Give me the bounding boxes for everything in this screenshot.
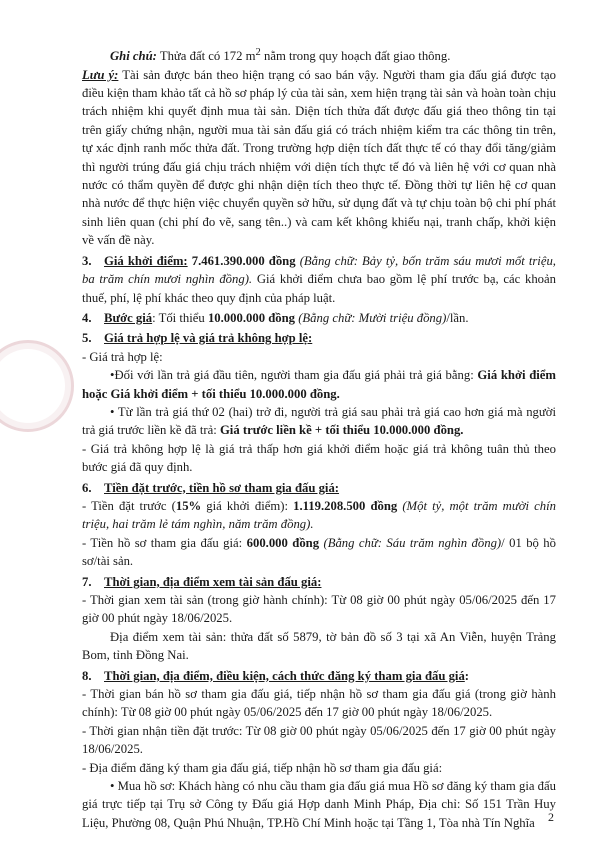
stamp-watermark [0,340,74,432]
valid-bid-label: - Giá trả hợp lệ: [82,349,163,364]
note-paragraph: Ghi chú: Thửa đất có 172 $m^2$ nằm trong quy hoạch đất giao thông. [110,47,451,64]
section-3-starting-price: 3. Giá khởi điểm: 7.461.390.000 đồng (Bằng chữ: Bảy tỷ, bốn trăm sáu mươi mốt triệu, ba trăm chín mươi nghìn đồng). Giá khởi điểm chưa bao gồm lệ phí trước bạ, các khoản thuế, phí, lệ phí khác theo quy định của pháp luật. [82,253,556,305]
subsequent-bid-rule: • Từ lần trả giá thứ 02 (hai) trở đi, người trả giá sau phải trả giá cao hơn giá mà người trả giá trước liền kề đã trả: Giá trước liền kề + tối thiểu 10.000.000 đồng. [82,404,556,438]
invalid-bid-rule: - Giá trả không hợp lệ là giá trả thấp hơn giá khởi điểm hoặc giá trả không tuân thủ theo bước giá đã quy định. [82,441,556,475]
section-8-heading: 8. Thời gian, địa điểm, điều kiện, cách thức đăng ký tham gia đấu giá: [82,668,470,683]
page-number: 2 [548,810,554,824]
deposit-receipt-time: - Thời gian nhận tiền đặt trước: Từ 08 giờ 00 phút ngày 05/06/2025 đến 17 giờ 00 phút ngày 18/06/2025. [82,723,556,757]
section-4-bid-step: 4. Bước giá: Tối thiểu 10.000.000 đồng (Bằng chữ: Mười triệu đồng)/lần. [82,310,469,325]
section-7-heading: 7. Thời gian, địa điểm xem tài sản đấu giá: [82,574,322,589]
document-body [82,44,556,832]
viewing-place: Địa điểm xem tài sản: thửa đất số 5879, tờ bản đồ số 3 tại xã An Viễn, huyện Trảng Bom, tỉnh Đồng Nai. [82,629,556,663]
attention-paragraph: Lưu ý: Tài sản được bán theo hiện trạng có sao bán vậy. Người tham gia đấu giá được tạo điều kiện tham khảo tất cả hồ sơ pháp lý của tài sản, xem hiện trạng tài sản và hoàn toàn chịu trách nhiệm khi quyết định mua tài sản. Diện tích thửa đất được đấu giá theo thông tin tại trên giấy chứng nhận, người mua tài sản đấu giá có trách nhiệm kiểm tra các thông tin trên, tự xác định ranh mốc thửa đất. Trong trường hợp diện tích đất thực tế có thay đổi tăng/giảm thì người trúng đấu giá chịu trách nhiệm với diện tích thực tế đó và liên hệ với cơ quan nhà nước có thẩm quyền để được ghi nhận diện tích theo thực tế. Đồng thời tự liên hệ cơ quan nhà nước để thực hiện việc chuyển quyền sở hữu, sử dụng đất và tự chịu toàn bộ chi phí phát sinh liên quan (chi phí đo vẽ, sang tên..) và cam kết không khiếu nại, tranh chấp, khởi kiện về vấn đề này. [82,67,557,248]
dossier-fee-line: - Tiền hồ sơ tham gia đấu giá: 600.000 đồng (Bằng chữ: Sáu trăm nghìn đồng)/ 01 bộ hồ sơ/tài sản. [82,535,556,569]
registration-place-label: - Địa điểm đăng ký tham gia đấu giá, tiếp nhận hồ sơ tham gia đấu giá: [82,760,443,775]
section-6-heading: 6. Tiền đặt trước, tiền hồ sơ tham gia đấu giá: [82,480,340,495]
section-5-heading: 5. Giá trả hợp lệ và giá trả không hợp lệ: [82,331,313,346]
viewing-time: - Thời gian xem tài sản (trong giờ hành chính): Từ 08 giờ 00 phút ngày 05/06/2025 đến 17 giờ 00 phút ngày 18/06/2025. [82,593,556,626]
deposit-line: - Tiền đặt trước (15% giá khởi điểm): 1.119.208.500 đồng (Một tỷ, một trăm mười chín triệu, hai trăm lẻ tám nghìn, năm trăm đồng). [82,498,556,532]
dossier-sale-time: - Thời gian bán hồ sơ tham gia đấu giá, tiếp nhận hồ sơ tham gia đấu giá (trong giờ hành chính): Từ 08 giờ 00 phút ngày 05/06/2025 đến 17 giờ 00 phút ngày 18/06/2025. [82,687,556,720]
first-bid-rule: •Đối với lần trả giá đầu tiên, người tham gia đấu giá phải trả giá bằng: Giá khởi điểm hoặc Giá khởi điểm + tối thiểu 10.000.000 đồng. [82,368,556,401]
buy-dossier-info: • Mua hồ sơ: Khách hàng có nhu cầu tham gia đấu giá mua Hồ sơ đăng ký tham gia đấu giá trực tiếp tại Trụ sở Công ty Đấu giá Hợp danh Minh Pháp, Địa chỉ: Số 151 Trần Huy Liệu, Phường 08, Quận Phú Nhuận, TP.Hồ Chí Minh hoặc tại Tầng 1, Tòa nhà Tín Nghĩa [82,779,556,830]
